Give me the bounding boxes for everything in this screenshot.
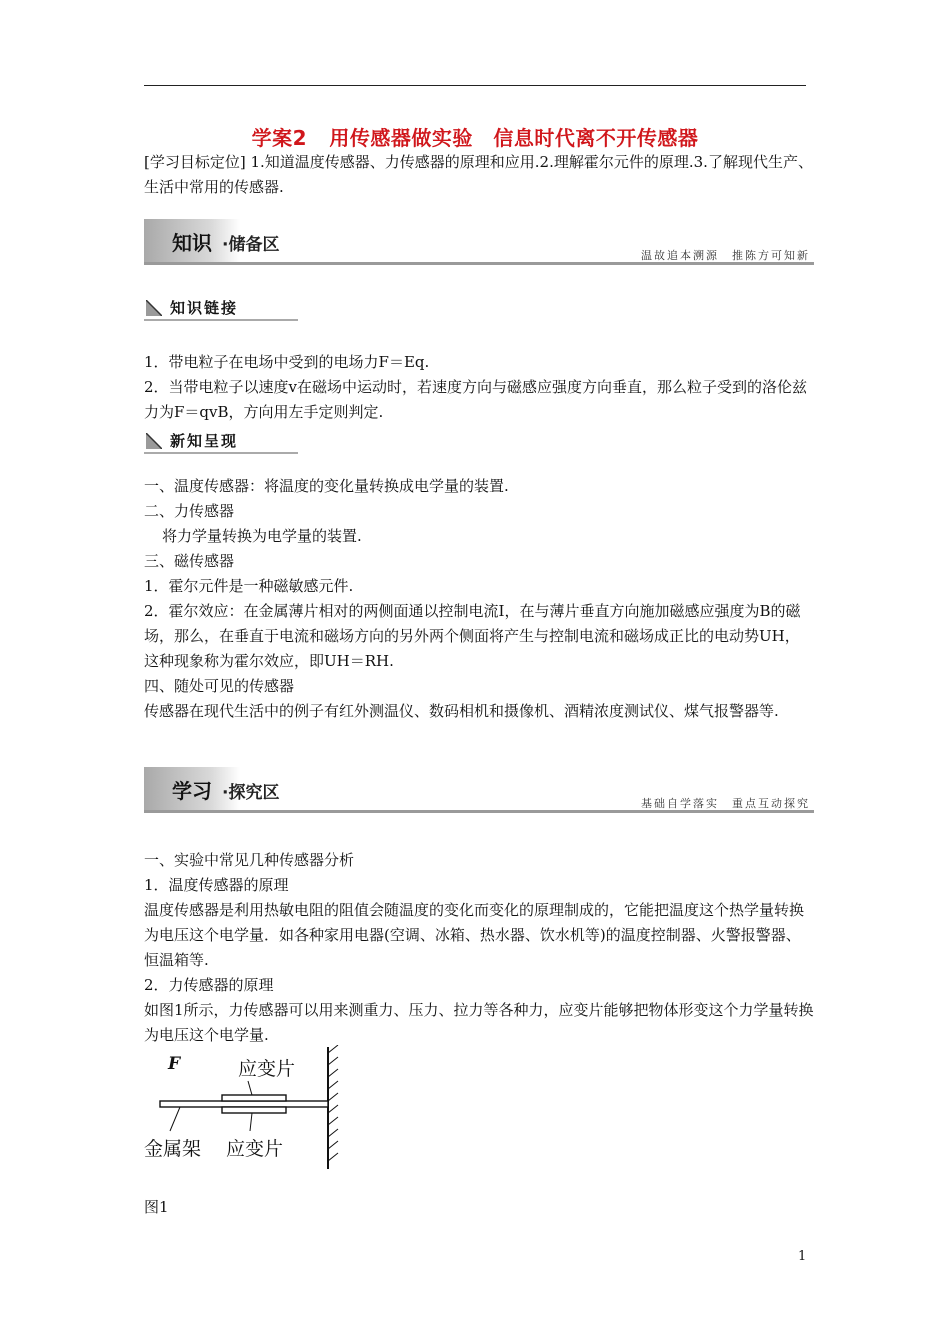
new-knowledge-5: 1．霍尔元件是一种磁敏感元件. (144, 577, 354, 595)
page-title (144, 122, 806, 151)
new-knowledge-4: 三、磁传感器 (144, 552, 235, 570)
title-main: 用传感器做实验 信息时代离不开传感器 (329, 126, 699, 150)
page-number: 1 (798, 1249, 807, 1264)
subheader-label: 新知呈现 (170, 432, 239, 450)
header-rule (144, 85, 806, 86)
explore-4: 2．力传感器的原理 (144, 976, 274, 994)
figure-gauge-top-label: 应变片 (238, 1058, 296, 1080)
subheader-label: 知识链接 (170, 299, 239, 317)
banner-sub-label: ·探究区 (222, 783, 280, 803)
new-knowledge-7: 四、随处可见的传感器 (144, 677, 295, 695)
banner-motto: 基础自学落实 重点互动探究 (641, 797, 810, 810)
banner-main-label: 知识 (172, 231, 212, 255)
learning-objective: [学习目标定位] 1.知道温度传感器、力传感器的原理和应用.2.理解霍尔元件的原理.3.了解现代生产、生活中常用的传感器. (144, 153, 813, 196)
banner-motto: 温故追本溯源 推陈方可知新 (641, 249, 810, 262)
banner-sub-label: ·储备区 (222, 235, 280, 255)
new-knowledge-8: 传感器在现代生活中的例子有红外测温仪、数码相机和摄像机、酒精浓度测试仪、煤气报警器等. (144, 702, 779, 720)
new-knowledge-3: 将力学量转换为电学量的装置. (162, 527, 362, 545)
title-prefix: 学案2 (251, 126, 308, 150)
figure-caption: 图1 (144, 1198, 169, 1216)
figure-gauge-bottom-label: 应变片 (226, 1138, 284, 1160)
figure-force-label: F (168, 1054, 181, 1074)
explore-3: 温度传感器是利用热敏电阻的阻值会随温度的变化而变化的原理制成的，它能把温度这个热学量转换为电压这个电学量．如各种家用电器(空调、冰箱、热水器、饮水机等)的温度控制器、火警报警器、恒温箱等. (144, 901, 805, 969)
figure-frame-label: 金属架 (144, 1138, 202, 1160)
subheader-new-knowledge (144, 430, 298, 454)
explore-5: 如图1所示，力传感器可以用来测重力、压力、拉力等各种力，应变片能够把物体形变这个力学量转换为电压这个电学量. (144, 1001, 814, 1044)
triangle-marker-icon (146, 300, 162, 316)
triangle-marker-icon (146, 433, 162, 449)
new-knowledge-6: 2．霍尔效应：在金属薄片相对的两侧面通以控制电流I，在与薄片垂直方向施加磁感应强度为B的磁场，那么，在垂直于电流和磁场方向的另外两个侧面将产生与控制电流和磁场成正比的电动势UH，这种现象称为霍尔效应，即UH＝RH. (144, 602, 801, 670)
title-gap (307, 126, 329, 150)
banner-main-label: 学习 (172, 779, 212, 803)
explore-1: 一、实验中常见几种传感器分析 (144, 851, 355, 869)
link-item-2: 2．当带电粒子以速度v在磁场中运动时，若速度方向与磁感应强度方向垂直，那么粒子受到的洛伦兹力为F＝qvB，方向用左手定则判定. (144, 378, 808, 421)
new-knowledge-1: 一、温度传感器：将温度的变化量转换成电学量的装置. (144, 477, 509, 495)
subheader-knowledge-links (144, 297, 298, 321)
section-banner-knowledge (144, 219, 814, 265)
explore-2: 1．温度传感器的原理 (144, 876, 289, 894)
banner-rule (144, 262, 814, 265)
banner-rule (144, 810, 814, 813)
section-banner-explore (144, 767, 814, 813)
new-knowledge-2: 二、力传感器 (144, 502, 235, 520)
link-item-1: 1．带电粒子在电场中受到的电场力F＝Eq. (144, 353, 430, 371)
